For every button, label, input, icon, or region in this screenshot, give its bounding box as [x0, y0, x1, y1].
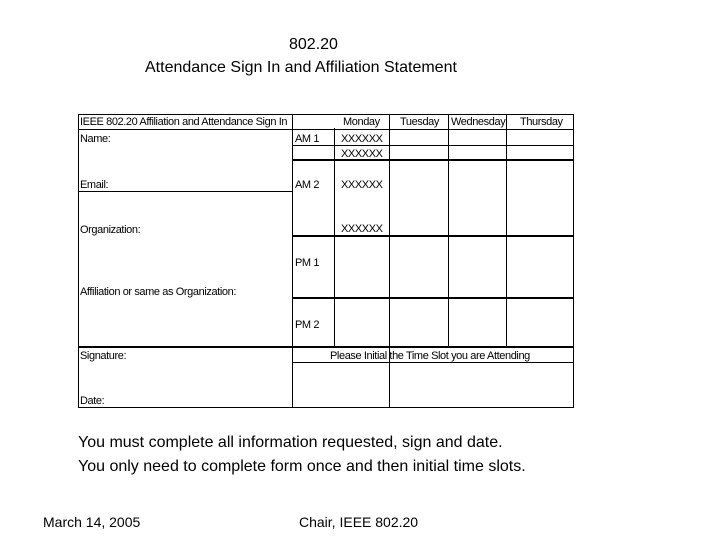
- attendance-form: [78, 114, 574, 408]
- day-tuesday: Tuesday: [400, 116, 439, 128]
- sample-initial: XXXXXX: [341, 148, 383, 160]
- day-monday: Monday: [343, 116, 380, 128]
- sample-initial: XXXXXX: [341, 133, 383, 145]
- footer-chair: Chair, IEEE 802.20: [299, 514, 419, 530]
- initial-note-line: [292, 362, 574, 363]
- form-border-bottom: [78, 407, 574, 408]
- email-label: Email:: [80, 179, 109, 191]
- instruction-line-1: You must complete all information requested, sign and date.: [78, 434, 503, 451]
- affiliation-label: Affiliation or same as Organization:: [80, 286, 236, 298]
- signature-label: Signature:: [80, 350, 127, 362]
- slot-am2: AM 2: [295, 179, 320, 191]
- name-label: Name:: [80, 133, 111, 145]
- signature-row-line: [78, 346, 574, 348]
- am2-end-line: [292, 235, 574, 237]
- am1-mid-line: [292, 145, 574, 146]
- page-subtitle: Attendance Sign In and Affiliation Statement: [145, 59, 457, 76]
- email-row-line: [78, 191, 292, 192]
- slot-am1: AM 1: [295, 133, 320, 145]
- form-border-top: [78, 114, 574, 115]
- column-divider-thursday: [506, 114, 507, 346]
- footer-date: March 14, 2005: [43, 514, 141, 530]
- initial-note: Please Initial the Time Slot you are Attending: [330, 350, 530, 362]
- date-label: Date:: [80, 395, 105, 407]
- form-header: IEEE 802.20 Affiliation and Attendance Sign In: [80, 116, 288, 128]
- am1-end-line: [292, 159, 574, 161]
- page-title: 802.20: [289, 36, 338, 53]
- day-wednesday: Wednesday: [451, 116, 506, 128]
- pm1-end-line: [292, 297, 574, 299]
- form-border-left: [78, 114, 79, 408]
- slot-pm2: PM 2: [295, 319, 320, 331]
- sample-initial: XXXXXX: [341, 223, 383, 235]
- day-thursday: Thursday: [520, 116, 563, 128]
- instruction-line-2: You only need to complete form once and then initial time slots.: [78, 458, 526, 475]
- sample-initial: XXXXXX: [341, 179, 383, 191]
- organization-label: Organization:: [80, 224, 141, 236]
- header-row-line: [78, 129, 574, 130]
- column-divider-wednesday: [448, 114, 449, 346]
- slot-pm1: PM 1: [295, 257, 320, 269]
